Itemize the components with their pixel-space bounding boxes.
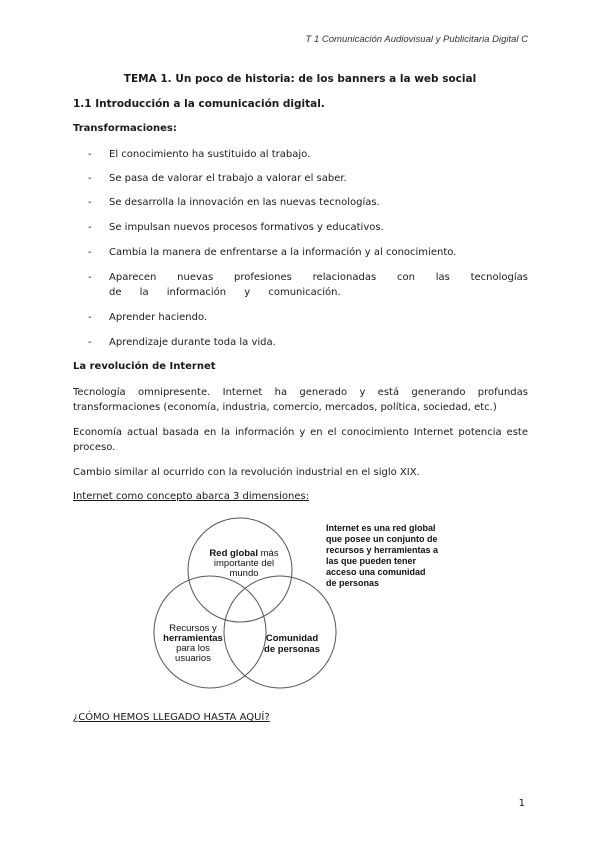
list-item: [73, 147, 528, 162]
section-heading: 1.1 Introducción a la comunicación digital.: [73, 98, 325, 110]
revolucion-heading: La revolución de Internet: [73, 361, 216, 372]
right-circle-line1: Comunidad: [265, 633, 319, 644]
list-item: [73, 245, 528, 260]
list-item-text: Aprendizaje durante toda la vida.: [109, 337, 276, 348]
bullet-marker: -: [88, 222, 92, 233]
list-item: [73, 171, 528, 186]
left-circle-line4: usuarios: [175, 653, 211, 664]
question-link[interactable]: ¿CÓMO HEMOS LLEGADO HASTA AQUÍ?: [73, 712, 270, 723]
side-note-line: de personas: [326, 578, 380, 588]
left-circle-line1: Recursos y: [169, 623, 217, 634]
page-number: 1: [518, 798, 525, 809]
list-item: [73, 335, 528, 350]
right-circle-line2: de personas: [264, 644, 320, 655]
top-circle-line2: importante del: [213, 558, 275, 569]
bullet-marker: -: [88, 247, 92, 258]
paragraph: Tecnología omnipresente. Internet ha generado y está generando profundas transformaciones (economía, industria, comercio, mercados, política, sociedad, etc.): [73, 387, 528, 413]
bullet-marker: -: [88, 312, 92, 323]
top-circle-rest: más: [257, 548, 279, 559]
right-circle: [224, 576, 336, 688]
venn-diagram: [140, 510, 470, 700]
top-circle-line3: mundo: [229, 568, 259, 579]
left-circle-line3: para los: [176, 643, 210, 654]
bullet-marker: -: [88, 173, 92, 184]
side-note-line: acceso una comunidad: [326, 567, 426, 577]
list-item-text: Se impulsan nuevos procesos formativos y educativos.: [109, 222, 384, 233]
list-item-text: Se pasa de valorar el trabajo a valorar el saber.: [109, 173, 347, 184]
bullet-marker: -: [88, 149, 92, 160]
list-item: [73, 310, 528, 325]
bullet-marker: -: [88, 272, 92, 283]
list-item-text: Se desarrolla la innovación en las nuevas tecnologías.: [109, 197, 380, 208]
side-note-line: que posee un conjunto de: [326, 534, 438, 544]
paragraph: Cambio similar al ocurrido con la revolución industrial en el siglo XIX.: [73, 467, 420, 478]
transformaciones-heading: Transformaciones:: [73, 123, 177, 134]
list-item-text: El conocimiento ha sustituido al trabajo.: [109, 149, 311, 160]
paragraph: Economía actual basada en la información y en el conocimiento Internet potencia este proceso.: [73, 427, 528, 453]
side-note-line: Internet es una red global: [326, 523, 436, 533]
bullet-marker: -: [88, 337, 92, 348]
list-item: [73, 195, 528, 210]
dimensions-intro: Internet como concepto abarca 3 dimensiones:: [73, 491, 310, 502]
list-item: [73, 220, 528, 235]
side-note-line: recursos y herramientas a: [326, 545, 439, 555]
list-item-text: Aparecen nuevas profesiones relacionadas con las tecnologías de la información y comunicación.: [109, 272, 528, 298]
document-title: TEMA 1. Un poco de historia: de los banners a la web social: [123, 73, 477, 85]
list-item-text: Aprender haciendo.: [109, 312, 208, 323]
bullet-marker: -: [88, 197, 92, 208]
list-item: [73, 270, 528, 300]
side-note-line: las que pueden tener: [326, 556, 417, 566]
running-header: T 1 Comunicación Audiovisual y Publicitaria Digital C: [305, 34, 528, 45]
left-circle-line2: herramientas: [163, 633, 223, 644]
list-item-text: Cambia la manera de enfrentarse a la información y al conocimiento.: [109, 247, 457, 258]
top-circle-bold: Red global: [209, 548, 258, 559]
side-note: [326, 523, 439, 588]
